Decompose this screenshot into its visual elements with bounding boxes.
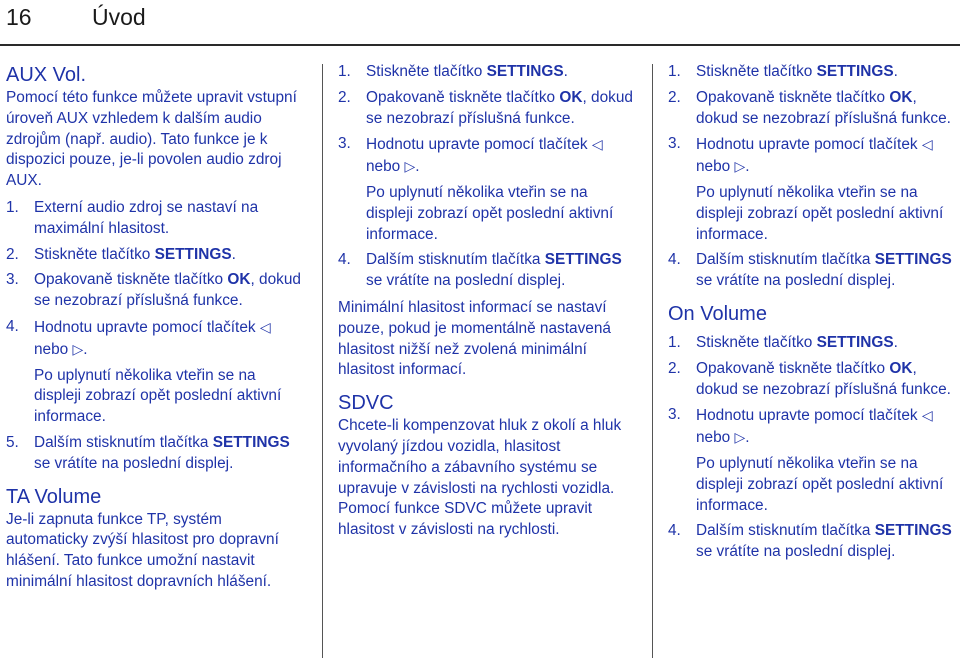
left-triangle-icon: ◁ (259, 318, 271, 335)
ta-volume-heading: TA Volume (6, 485, 102, 508)
column-2 (338, 62, 638, 541)
right-triangle-icon: ▷ (734, 158, 746, 175)
right-triangle-icon: ▷ (734, 429, 746, 446)
step-text: Stiskněte tlačítko (34, 245, 155, 263)
step-text: Opakovaně tiskněte tlačítko (34, 271, 228, 289)
column-divider-1 (322, 64, 323, 658)
ok-key-label: OK (889, 88, 913, 106)
list-item (6, 245, 306, 266)
list-item (6, 317, 306, 361)
step-text-end: se vrátíte na poslední displej. (696, 272, 896, 290)
step-number: 3. (668, 135, 681, 153)
step-number: 1. (668, 63, 681, 80)
aux-vol-heading: AUX Vol. (6, 64, 87, 86)
right-triangle-icon: ▷ (72, 340, 84, 357)
step-note: Po uplynutí několika vteřin se na displeji zobrazí opět poslední aktivní informace. (34, 366, 282, 426)
step-number: 3. (6, 271, 19, 289)
column-divider-2 (652, 64, 653, 658)
settings-key-label: SETTINGS (212, 433, 290, 451)
settings-key-label: SETTINGS (486, 63, 564, 80)
step-note: Po uplynutí několika vteřin se na displeji zobrazí opět poslední aktivní informace. (366, 183, 614, 243)
step-text: Hodnotu upravte pomocí tlačítek (696, 407, 922, 425)
step-text: Opakovaně tiskněte tlačítko (366, 88, 560, 106)
header-rule (0, 44, 960, 46)
list-item (668, 250, 958, 292)
settings-key-label: SETTINGS (874, 251, 952, 269)
left-triangle-icon: ◁ (591, 136, 603, 153)
list-item (668, 521, 958, 563)
step-text-end: . (231, 245, 236, 263)
step-text: Dalším stisknutím tlačítka (696, 522, 875, 540)
step-number: 2. (668, 88, 681, 106)
step-number: 4. (668, 522, 681, 540)
page-title: Úvod (92, 4, 146, 30)
step-text: Opakovaně tiskněte tlačítko (696, 88, 890, 106)
step-number: 1. (6, 198, 19, 216)
list-item (338, 62, 638, 83)
settings-key-label: SETTINGS (874, 522, 952, 540)
step-text: Hodnotu upravte pomocí tlačítek (696, 136, 922, 154)
step-text-mid: nebo (366, 158, 405, 176)
step-text: Stiskněte tlačítko (696, 333, 817, 351)
step-text-end: se vrátíte na poslední displej. (34, 454, 234, 472)
step-text: Dalším stisknutím tlačítka (34, 433, 213, 451)
list-item (668, 359, 958, 401)
step-text-mid: nebo (696, 158, 735, 176)
step-number: 3. (668, 406, 681, 424)
step-text-mid: nebo (34, 340, 73, 358)
minimum-volume-paragraph: Minimální hlasitost informací se nastaví pouze, pokud je momentálně nastavená hlasitost nižší než zvolená minimální hlasitost informací. (338, 298, 611, 379)
step-number: 2. (338, 88, 351, 106)
sdvc-heading: SDVC (338, 392, 394, 415)
step-text-end: se vrátíte na poslední displej. (366, 272, 566, 290)
step-text-end: . (893, 63, 898, 80)
settings-key-label: SETTINGS (544, 251, 622, 269)
step-text-end: . (563, 63, 568, 80)
step-text-end: . (745, 429, 750, 447)
column-3 (668, 62, 958, 563)
list-item (338, 88, 638, 130)
step-number: 3. (338, 135, 351, 153)
left-triangle-icon: ◁ (921, 136, 933, 153)
ok-key-label: OK (559, 88, 583, 106)
step-text-end: , dokud se nezobrazí příslušná funkce. (696, 359, 951, 398)
settings-key-label: SETTINGS (816, 63, 894, 80)
step-text-end: , dokud se nezobrazí příslušná funkce. (696, 88, 951, 127)
step-number: 2. (6, 245, 19, 263)
step-text-end: se vrátíte na poslední displej. (696, 543, 896, 561)
step-text: Stiskněte tlačítko (366, 63, 487, 80)
step-text-end: . (745, 158, 750, 176)
step-text: Hodnotu upravte pomocí tlačítek (34, 318, 260, 336)
step-number: 2. (668, 359, 681, 377)
step-number: 1. (338, 63, 351, 80)
list-item (338, 250, 638, 292)
step-note: Po uplynutí několika vteřin se na displeji zobrazí opět poslední aktivní informace. (696, 183, 944, 243)
step-text: Dalším stisknutím tlačítka (366, 251, 545, 269)
list-item (668, 62, 958, 83)
step-text-end: , dokud se nezobrazí příslušná funkce. (34, 271, 301, 310)
list-item (668, 88, 958, 130)
column-1 (6, 62, 306, 593)
step-text: Externí audio zdroj se nastaví na maximální hlasitost. (34, 198, 259, 237)
ta-volume-paragraph: Je-li zapnuta funkce TP, systém automaticky zvýší hlasitost pro dopravní hlášení. Tato funkce umožní nastavit minimální hlasitost dopravních hlášení. (6, 510, 279, 590)
step-text: Opakovaně tiskněte tlačítko (696, 359, 890, 377)
left-triangle-icon: ◁ (921, 407, 933, 424)
on-volume-heading: On Volume (668, 302, 767, 325)
list-item (668, 405, 958, 449)
step-text: Hodnotu upravte pomocí tlačítek (366, 136, 592, 154)
list-item (6, 433, 306, 475)
list-item (6, 270, 306, 312)
page-header (0, 0, 960, 44)
step-text-end: , dokud se nezobrazí příslušná funkce. (366, 88, 633, 127)
list-item (6, 198, 306, 240)
step-text-mid: nebo (696, 429, 735, 447)
step-text: Dalším stisknutím tlačítka (696, 251, 875, 269)
list-item (668, 134, 958, 178)
step-number: 5. (6, 433, 19, 451)
step-number: 1. (668, 333, 681, 351)
step-text: Stiskněte tlačítko (696, 63, 817, 80)
aux-vol-paragraph: Pomocí této funkce můžete upravit vstupní úroveň AUX vzhledem k dalším audio zdrojům (např. audio). Tato funkce je k dispozici pouze, je-li povolen audio zdroj AUX. (6, 89, 297, 190)
right-triangle-icon: ▷ (404, 158, 416, 175)
step-number: 4. (668, 251, 681, 269)
page-number: 16 (6, 4, 32, 30)
step-number: 4. (6, 317, 19, 335)
list-item (338, 134, 638, 178)
list-item (668, 333, 958, 354)
step-text-end: . (83, 340, 88, 358)
settings-key-label: SETTINGS (154, 245, 232, 263)
step-number: 4. (338, 251, 351, 269)
step-text-end: . (893, 333, 898, 351)
sdvc-paragraph: Chcete-li kompenzovat hluk z okolí a hluk vyvolaný jízdou vozidla, hlasitost informačního a zábavního systému se upravuje v závislosti na rychlosti vozidla. Pomocí funkce SDVC můžete upravit hlasitost v závislosti na rychlosti. (338, 417, 622, 539)
step-note: Po uplynutí několika vteřin se na displeji zobrazí opět poslední aktivní informace. (696, 454, 944, 514)
step-text-end: . (415, 158, 420, 176)
ok-key-label: OK (889, 359, 913, 377)
settings-key-label: SETTINGS (816, 333, 894, 351)
ok-key-label: OK (227, 271, 251, 289)
